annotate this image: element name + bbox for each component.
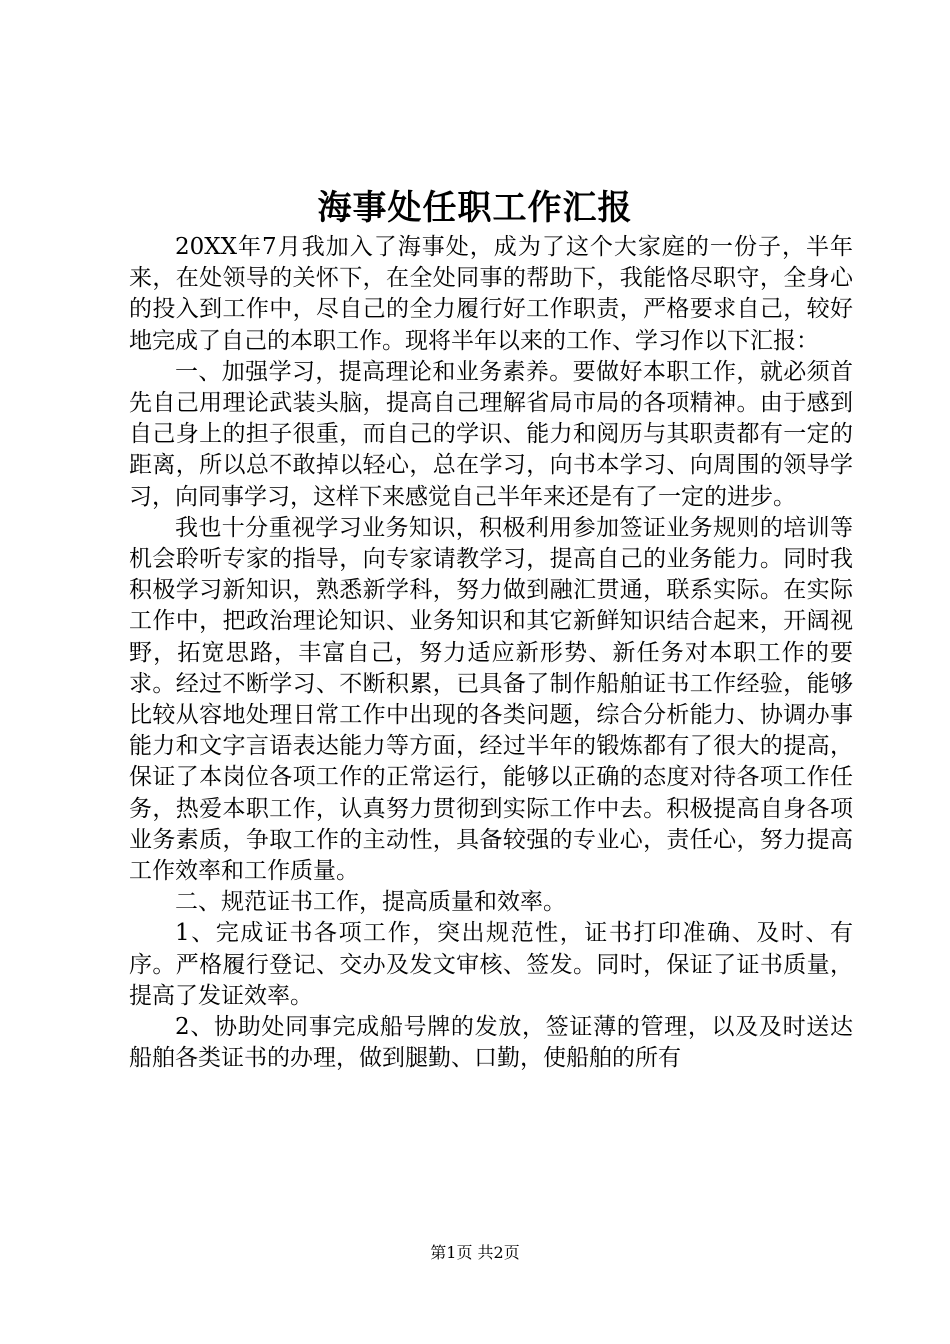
paragraph-item-1: 1、完成证书各项工作，突出规范性，证书打印准确、及时、有序。严格履行登记、交办及发文审核、签发。同时，保证了证书质量，提高了发证效率。 — [129, 920, 853, 1009]
page-footer: 第1页 共2页 — [430, 1243, 520, 1262]
paragraph-section-1: 一、加强学习，提高理论和业务素养。要做好本职工作，就必须首先自己用理论武装头脑，提高自己理解省局市局的各项精神。由于感到自己身上的担子很重，而自己的学识、能力和阅历与其职责都有一定的距离，所以总不敢掉以轻心，总在学习，向书本学习、向周围的领导学习，向同事学习，这样下来感觉自己半年来还是有了一定的进步。 — [129, 358, 853, 510]
document-title: 海事处任职工作汇报 — [317, 188, 633, 228]
paragraph-section-2-heading: 二、规范证书工作，提高质量和效率。 — [175, 889, 566, 916]
document-body — [129, 232, 853, 1074]
paragraph-item-2: 2、协助处同事完成船号牌的发放，签证薄的管理，以及及时送达船舶各类证书的办理，做到腿勤、口勤，使船舶的所有 — [129, 1014, 853, 1072]
paragraph-intro: 20XX年7月我加入了海事处，成为了这个大家庭的一份子，半年来，在处领导的关怀下，在全处同事的帮助下，我能恪尽职守，全身心的投入到工作中，尽自己的全力履行好工作职责，严格要求自己，较好地完成了自己的本职工作。现将半年以来的工作、学习作以下汇报： — [129, 234, 853, 354]
paragraph-business-study: 我也十分重视学习业务知识，积极利用参加签证业务规则的培训等机会聆听专家的指导，向专家请教学习，提高自己的业务能力。同时我积极学习新知识，熟悉新学科，努力做到融汇贯通，联系实际。在实际工作中，把政治理论知识、业务知识和其它新鲜知识结合起来，开阔视野，拓宽思路，丰富自己，努力适应新形势、新任务对本职工作的要求。经过不断学习、不断积累，已具备了制作船舶证书工作经验，能够比较从容地处理日常工作中出现的各类问题，综合分析能力、协调办事能力和文字言语表达能力等方面，经过半年的锻炼都有了很大的提高，保证了本岗位各项工作的正常运行，能够以正确的态度对待各项工作任务，热爱本职工作，认真努力贯彻到实际工作中去。积极提高自身各项业务素质，争取工作的主动性，具备较强的专业心，责任心，努力提高工作效率和工作质量。 — [129, 514, 853, 885]
